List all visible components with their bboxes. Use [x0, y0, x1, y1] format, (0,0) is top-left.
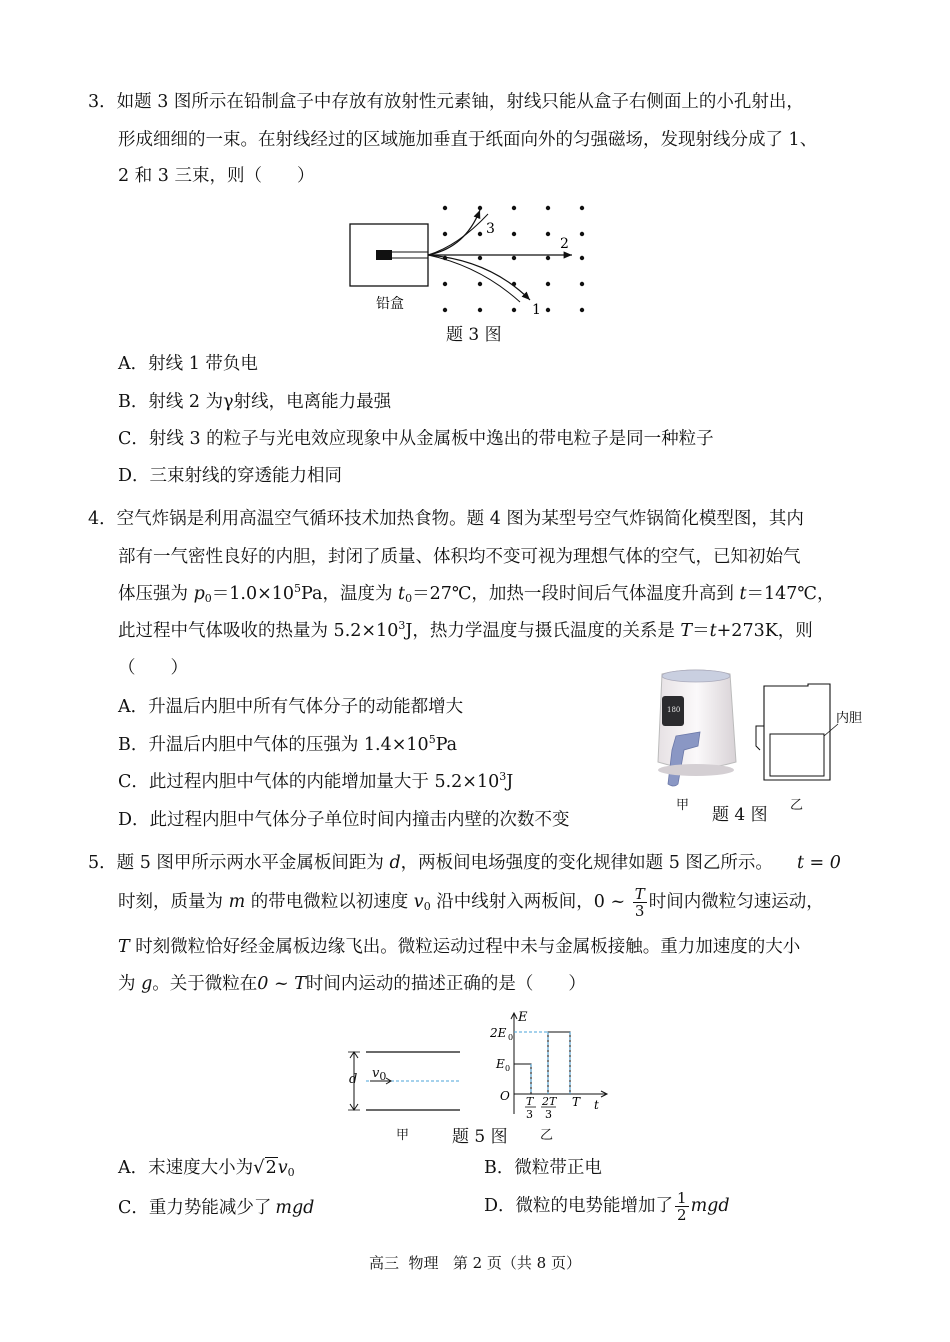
- plate-gap-label: d: [349, 1072, 358, 1087]
- axis-E-label: E: [518, 1010, 528, 1025]
- q4-line-1: 4．空气炸锅是利用高温空气循环技术加热食物。题 4 图为某型号空气炸锅简化模型图，其内: [88, 509, 804, 529]
- q5-fig-yi: 乙: [540, 1128, 554, 1143]
- q5-caption: 题 5 图: [452, 1127, 508, 1147]
- q3-line-1: 3．如题 3 图所示在铅制盒子中存放有放射性元素铀，射线只能从盒子右侧面上的小孔射出，: [88, 92, 804, 112]
- tick-2E0-sub: 0: [508, 1033, 514, 1042]
- q5-plates-figure: [340, 1046, 470, 1116]
- q4-option-c[interactable]: C．此过程内胆中气体的内能增加量大于 $5.2\times 10^3J$: [118, 770, 514, 792]
- q3-option-b[interactable]: B．射线 2 为γ射线，电离能力最强: [118, 392, 392, 412]
- q3-option-d[interactable]: D．三束射线的穿透能力相同: [118, 466, 343, 486]
- air-fryer-photo: [640, 666, 750, 791]
- q5-line-2: 时刻，质量为 m 的带电微粒以初速度 $v_0$ 沿中线射入两板间，0 ~ $\frac{T}{3}$ 时间内微粒匀速运动，: [118, 885, 824, 920]
- q5-option-d[interactable]: D．微粒的电势能增加了 $\frac{1}{2}$ mgd: [484, 1189, 730, 1224]
- uranium-sample: [376, 250, 392, 260]
- q3-line-3: 2 和 3 三束，则（ ）: [118, 166, 315, 186]
- q5-field-graph: [486, 1008, 616, 1120]
- tick-2T3-den: 3: [545, 1108, 552, 1120]
- tick-E0-sub: 0: [505, 1064, 511, 1073]
- tick-E0: E: [496, 1057, 505, 1071]
- tick-2T3-num: 2T: [542, 1095, 557, 1108]
- field-segment-3: [548, 1032, 570, 1094]
- q4-option-b[interactable]: B．升温后内胆中气体的压强为 $1.4\times 10^5Pa$: [118, 733, 458, 755]
- q3-line-2: 形成细细的一束。在射线经过的区域施加垂直于纸面向外的匀强磁场，发现射线分成了 1、: [118, 130, 818, 150]
- q5-line-4: 为 g。关于微粒在0 ~ T时间内运动的描述正确的是（ ）: [118, 974, 586, 994]
- air-fryer-model: [748, 680, 878, 785]
- q5-option-c[interactable]: C．重力势能减少了 mgd: [118, 1198, 315, 1218]
- q5-option-a[interactable]: A．末速度大小为$√2v_0$: [118, 1157, 295, 1179]
- q5-fig-jia: 甲: [396, 1128, 410, 1143]
- tick-T3-den: 3: [526, 1108, 533, 1120]
- q3-option-c[interactable]: C．射线 3 的粒子与光电效应现象中从金属板中逸出的带电粒子是同一种粒子: [118, 429, 714, 449]
- ray-1-path: [428, 255, 530, 300]
- tick-2E0: 2E: [490, 1026, 507, 1040]
- axis-t-label: t: [594, 1098, 599, 1112]
- tick-T3-num: T: [526, 1095, 534, 1108]
- q3-caption: 题 3 图: [446, 325, 502, 345]
- origin-label: O: [500, 1089, 510, 1103]
- ray-3-path: [428, 210, 480, 255]
- q4-option-d[interactable]: D．此过程内胆中气体分子单位时间内撞击内壁的次数不变: [118, 810, 570, 830]
- q4-fig-jia: 甲: [676, 798, 690, 813]
- ray-1-label: 1: [532, 302, 541, 318]
- field-segment-1: [514, 1064, 531, 1094]
- lead-box-label: 铅盒: [376, 296, 404, 312]
- q4-caption: 题 4 图: [712, 805, 768, 825]
- q4-line-2: 部有一气密性良好的内胆，封闭了质量、体积均不变可视为理想气体的空气，已知初始气: [118, 547, 801, 567]
- q4-line-4: 此过程中气体吸收的热量为 $5.2\times 10^3J$，热力学温度与摄氏温度的关系是 T＝t+273K，则: [118, 619, 813, 641]
- inner-pot-label: 内胆: [836, 711, 863, 726]
- q3-option-a[interactable]: A．射线 1 带负电: [118, 354, 258, 374]
- q4-fig-yi: 乙: [790, 798, 804, 813]
- tick-T: T: [572, 1095, 581, 1109]
- q5-option-b[interactable]: B．微粒带正电: [484, 1158, 602, 1178]
- q5-line-3: T 时刻微粒恰好经金属板边缘飞出。微粒运动过程中未与金属板接触。重力加速度的大小: [118, 937, 801, 957]
- v0-label: $v_0$: [372, 1066, 387, 1083]
- q4-line-3: 体压强为 $p_0=1.0\times 10^5Pa$，温度为 $t_0=27℃$，加热一段时间后气体温度升高到 t＝147℃，: [118, 582, 835, 605]
- ray-3-label: 3: [486, 221, 495, 237]
- svg-text:180: 180: [667, 706, 681, 714]
- q5-line-1: 5．题 5 图甲所示两水平金属板间距为 d，两板间电场强度的变化规律如题 5 图乙所示。 t = 0: [88, 853, 841, 873]
- q4-option-a[interactable]: A．升温后内胆中所有气体分子的动能都增大: [118, 697, 464, 717]
- ray-2-label: 2: [560, 236, 569, 252]
- page-footer: 高三 物理 第 2 页（共 8 页）: [368, 1254, 581, 1272]
- q4-line-5: （ ）: [118, 658, 188, 678]
- q3-figure: [340, 196, 630, 326]
